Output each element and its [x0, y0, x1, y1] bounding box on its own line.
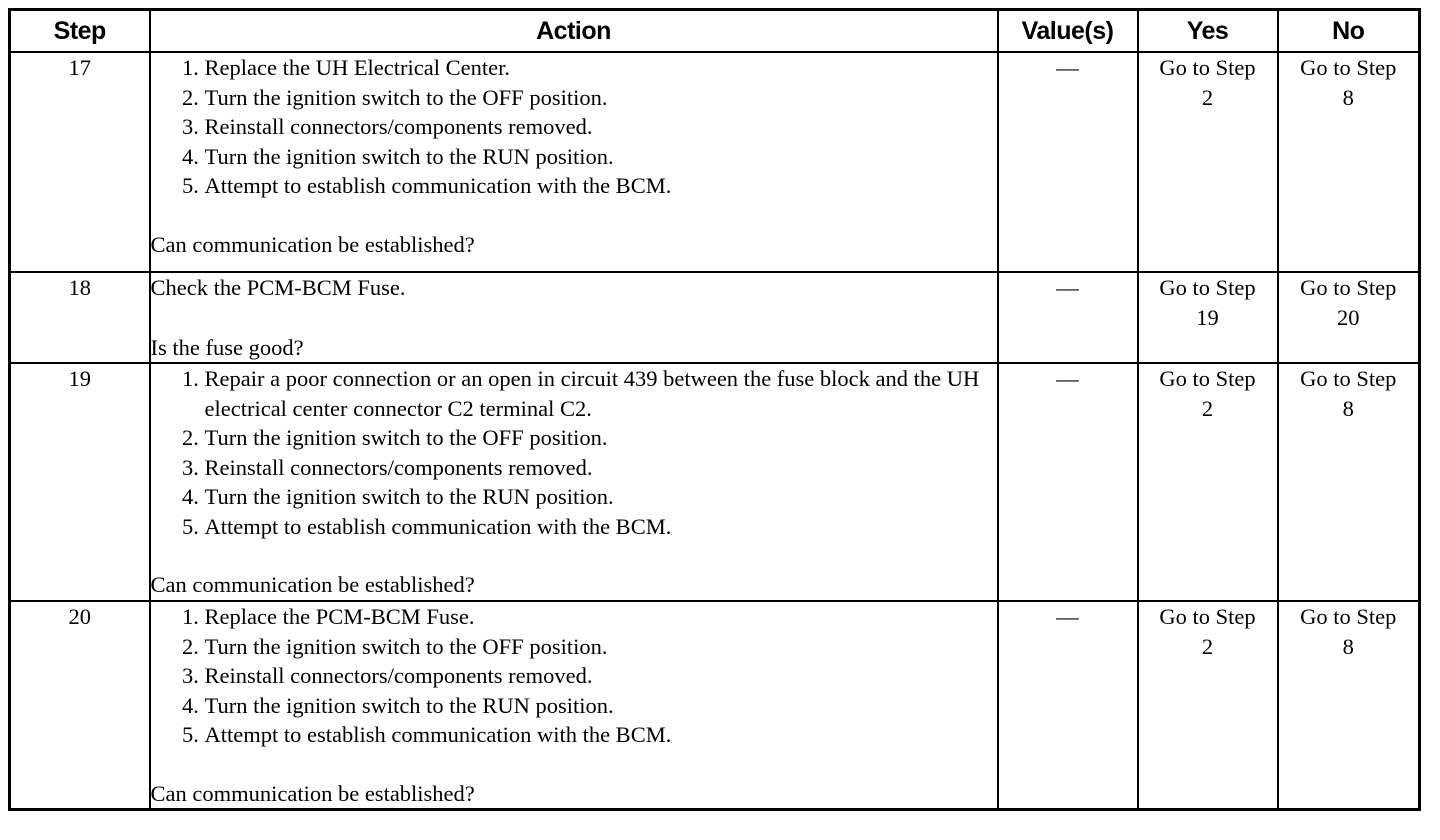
action-cell	[150, 601, 998, 810]
check-text: Check the PCM-BCM Fuse.	[150, 275, 406, 300]
action-item: 2. Turn the ignition switch to the OFF position.	[205, 423, 997, 453]
question-text: Can communication be established?	[150, 780, 475, 806]
header-no: No	[1278, 10, 1420, 53]
action-item: 1. Replace the UH Electrical Center.	[205, 53, 997, 83]
action-item: 3. Reinstall connectors/components removed.	[205, 112, 997, 142]
yes-cell	[1138, 272, 1278, 363]
header-step: Step	[10, 10, 150, 53]
no-step-link[interactable]: 8	[1342, 634, 1354, 659]
action-item: 2. Turn the ignition switch to the OFF position.	[205, 632, 997, 662]
yes-step-link[interactable]: 19	[1196, 305, 1219, 330]
action-list	[151, 602, 997, 750]
step-number: 20	[10, 601, 150, 810]
yes-go-to-text: Go to Step	[1159, 275, 1256, 300]
yes-go-to-text: Go to Step	[1159, 55, 1256, 80]
action-cell	[150, 363, 998, 601]
value-cell: —	[998, 601, 1138, 810]
header-values: Value(s)	[998, 10, 1138, 53]
yes-cell	[1138, 363, 1278, 601]
no-step-link[interactable]: 20	[1337, 305, 1360, 330]
table-row	[10, 272, 1420, 363]
action-item: 4. Turn the ignition switch to the RUN position.	[205, 482, 997, 512]
action-list	[151, 53, 997, 201]
action-item: 3. Reinstall connectors/components removed.	[205, 453, 997, 483]
question-text: Can communication be established?	[150, 572, 475, 597]
value-cell: —	[998, 52, 1138, 272]
action-cell	[150, 52, 998, 272]
action-item: 1. Replace the PCM-BCM Fuse.	[205, 602, 997, 632]
table-row	[10, 601, 1420, 810]
no-step-link[interactable]: 8	[1342, 85, 1354, 110]
header-row	[10, 10, 1420, 53]
action-item: 5. Attempt to establish communication with the BCM.	[205, 171, 997, 201]
step-number: 18	[10, 272, 150, 363]
table-row	[10, 52, 1420, 272]
action-item: 5. Attempt to establish communication with the BCM.	[205, 720, 997, 750]
no-go-to-text: Go to Step	[1300, 55, 1397, 80]
no-step-link[interactable]: 8	[1342, 396, 1354, 421]
action-item: 1. Repair a poor connection or an open in circuit 439 between the fuse block and the UH electrical center connector C2 terminal C2.	[205, 364, 997, 423]
header-action: Action	[150, 10, 998, 53]
action-item: 4. Turn the ignition switch to the RUN position.	[205, 691, 997, 721]
action-list	[151, 364, 997, 541]
no-cell	[1278, 601, 1420, 810]
no-go-to-text: Go to Step	[1300, 275, 1397, 300]
action-item: 5. Attempt to establish communication with the BCM.	[205, 512, 997, 542]
action-item: 3. Reinstall connectors/components removed.	[205, 661, 997, 691]
question-text: Is the fuse good?	[150, 334, 304, 360]
yes-go-to-text: Go to Step	[1159, 366, 1256, 391]
value-cell: —	[998, 272, 1138, 363]
action-item: 2. Turn the ignition switch to the OFF position.	[205, 83, 997, 113]
value-cell: —	[998, 363, 1138, 601]
no-go-to-text: Go to Step	[1300, 366, 1397, 391]
header-yes: Yes	[1138, 10, 1278, 53]
yes-step-link[interactable]: 2	[1201, 85, 1214, 110]
table-row	[10, 363, 1420, 601]
no-go-to-text: Go to Step	[1300, 604, 1397, 629]
action-cell	[150, 272, 998, 363]
yes-go-to-text: Go to Step	[1159, 604, 1256, 629]
step-number: 19	[10, 363, 150, 601]
action-item: 4. Turn the ignition switch to the RUN position.	[205, 142, 997, 172]
no-cell	[1278, 363, 1420, 601]
question-text: Can communication be established?	[150, 231, 475, 257]
yes-step-link[interactable]: 2	[1201, 634, 1214, 659]
no-cell	[1278, 52, 1420, 272]
diagnostic-table	[8, 8, 1421, 811]
no-cell	[1278, 272, 1420, 363]
step-number: 17	[10, 52, 150, 272]
yes-cell	[1138, 52, 1278, 272]
yes-cell	[1138, 601, 1278, 810]
yes-step-link[interactable]: 2	[1201, 396, 1214, 421]
